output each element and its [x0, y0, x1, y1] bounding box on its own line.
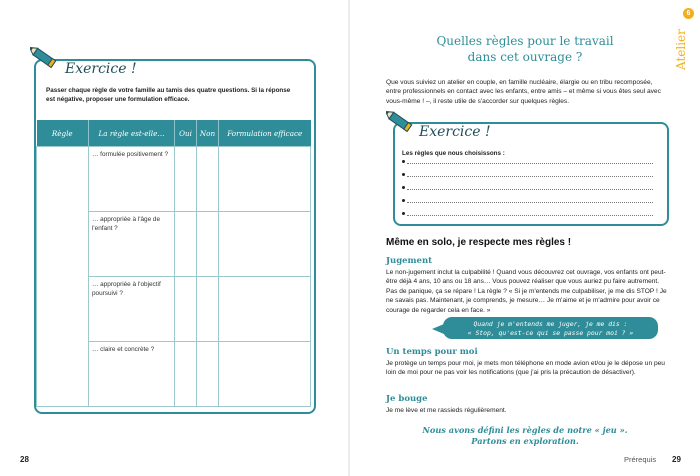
left-exercise-title: Exercice ! — [62, 61, 140, 77]
right-exercise-title: Exercice ! — [416, 124, 494, 140]
rule-input-line-5[interactable] — [407, 215, 653, 216]
bullet-5 — [402, 212, 405, 215]
oui-cell[interactable] — [175, 342, 197, 407]
pencil-icon — [30, 44, 62, 74]
section-tab-number: 6 — [683, 8, 694, 19]
oui-cell[interactable] — [175, 212, 197, 277]
oui-cell[interactable] — [175, 277, 197, 342]
subsection-title-temps: Un temps pour moi — [386, 347, 478, 357]
header-regle: Règle — [37, 120, 89, 147]
right-title-line1: Quelles règles pour le travail — [436, 34, 614, 48]
speech-bubble-line1: Quand je m'entends me juger, je me dis : — [473, 320, 628, 328]
header-la-regle-est-elle: La règle est-elle… — [89, 120, 175, 147]
right-title-line2: dans cet ouvrage ? — [467, 50, 583, 64]
oui-cell[interactable] — [175, 147, 197, 212]
rule-input-line-4[interactable] — [407, 202, 653, 203]
subsection-text-temps: Je protège un temps pour moi, je mets mon téléphone en mode avion et/ou je le dépose un peu loin de moi pour ne pas voir les notifications (que j'ai pris la précaution de désactiver). — [386, 360, 665, 377]
non-cell[interactable] — [197, 147, 219, 212]
rule-input-line-3[interactable] — [407, 189, 653, 190]
header-non: Non — [197, 120, 219, 147]
formulation-cell[interactable] — [219, 212, 311, 277]
subsection-title-bouge: Je bouge — [386, 394, 428, 404]
subsection-text-jugement: Le non-jugement inclut la culpabilité ! Quand vous découvrez cet ouvrage, vos enfants ont peut-être déjà 4 ans, 10 ans ou 18 ans… Vous pouvez réaliser que vous auriez pu faire autrement. Pas de panique, ça se répare ! La règle ? « Si je m'entends me culpabiliser, je me dis STOP ! Je ne savais pas. Maintenant, je comprends, je mesure… Je m'aime et je m'admire pour avoir ce courage de regarder cela en face. » — [386, 269, 667, 314]
header-formulation: Formulation efficace — [219, 120, 311, 147]
solo-heading: Même en solo, je respecte mes règles ! — [386, 237, 572, 248]
formulation-cell[interactable] — [219, 147, 311, 212]
conclusion-line2: Partons en exploration. — [471, 436, 579, 446]
question-cell: … appropriée à l'âge de l'enfant ? — [89, 212, 175, 277]
left-page-number: 28 — [20, 455, 29, 464]
question-cell: … claire et concrète ? — [89, 342, 175, 407]
subsection-text-bouge: Je me lève et me rassieds régulièrement. — [386, 407, 507, 414]
non-cell[interactable] — [197, 212, 219, 277]
right-page-number: 29 — [672, 455, 681, 464]
rule-input-line-2[interactable] — [407, 176, 653, 177]
section-tab-label: Atelier — [674, 29, 688, 70]
pencil-icon — [386, 108, 418, 138]
intro-paragraph: Que vous suiviez un atelier en couple, en famille nucléaire, élargie ou en tribu recomposée, entre professionnels en contact avec les enfants, entre amis – et même si vous êtes seul avec vous-même ! –, il reste utile de s'accorder sur quelques règles. — [386, 79, 661, 105]
speech-bubble — [443, 317, 658, 339]
rule-input-line-1[interactable] — [407, 163, 653, 164]
table-row — [37, 147, 311, 212]
table-header-row — [37, 120, 311, 147]
speech-bubble-line2: « Stop, qu'est-ce qui se passe pour moi ? » — [467, 328, 634, 337]
rule-cell[interactable] — [37, 147, 89, 407]
rules-table — [36, 120, 311, 407]
non-cell[interactable] — [197, 342, 219, 407]
rules-chosen-label: Les règles que nous choisissons : — [402, 150, 505, 157]
question-cell: … appropriée à l'objectif poursuivi ? — [89, 277, 175, 342]
bullet-2 — [402, 173, 405, 176]
footer-section-label: Prérequis — [624, 455, 657, 464]
left-instructions: Passer chaque règle de votre famille au tamis des quatre questions. Si la réponse est négative, proposer une formulation efficace. — [46, 87, 291, 103]
bullet-3 — [402, 186, 405, 189]
bullet-4 — [402, 199, 405, 202]
formulation-cell[interactable] — [219, 342, 311, 407]
non-cell[interactable] — [197, 277, 219, 342]
question-cell: … formulée positivement ? — [89, 147, 175, 212]
conclusion-line1: Nous avons défini les règles de notre « jeu ». — [422, 425, 628, 435]
formulation-cell[interactable] — [219, 277, 311, 342]
subsection-title-jugement: Jugement — [386, 256, 433, 266]
bullet-1 — [402, 160, 405, 163]
header-oui: Oui — [175, 120, 197, 147]
